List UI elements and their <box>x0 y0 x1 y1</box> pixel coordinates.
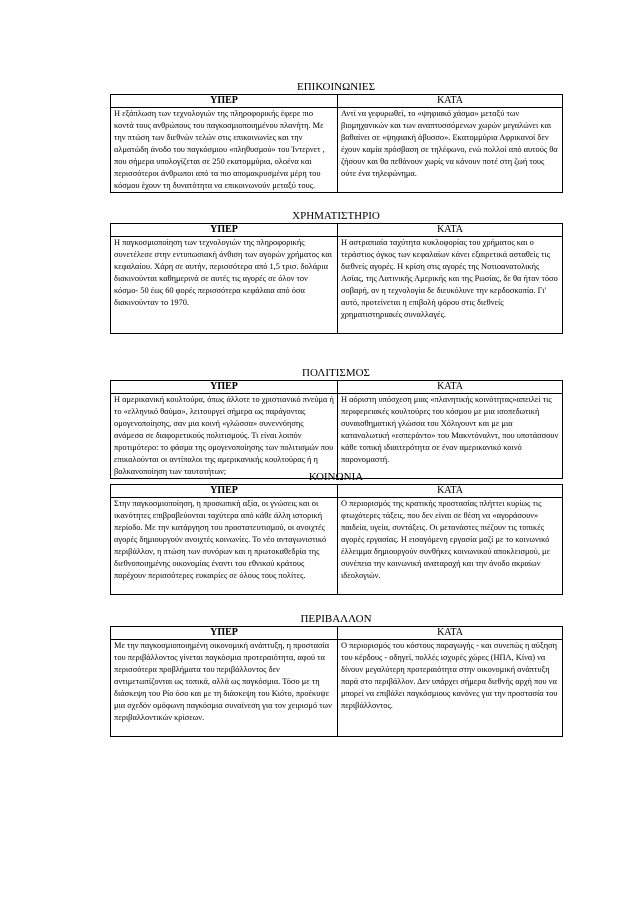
pros-header: ΥΠΕΡ <box>111 95 338 108</box>
pros-header: ΥΠΕΡ <box>111 627 338 640</box>
cons-header: ΚΑΤΑ <box>338 627 563 640</box>
pros-cons-table <box>110 626 563 737</box>
section-title: ΚΟΙΝΩΝΙΑ <box>308 471 364 483</box>
cons-text: Η αστραπιαία ταχύτητα κυκλοφορίας του χρήματος και ο τεράστιος όγκος των κεφαλαίων κάνει εξαιρετικά ασταθείς τις διεθνείς αγορές. Η κρίση στις αγορές της Νοτιοανατολικής Ασίας, της Λατινικής Αμερικής και της Ρωσίας, δε θα ήταν τόσο σοβαρή, αν η τεχνολογία δε διευκόλυνε την κερδοσκοπία. Γι' αυτό, προτείνεται η επιβολή φόρου στις διεθνείς χρηματιστηριακές συναλλαγές. <box>338 237 563 334</box>
section-communications <box>110 81 562 193</box>
cons-header: ΚΑΤΑ <box>338 381 563 394</box>
pros-cons-table <box>110 223 563 334</box>
cons-text: Ο περιορισμός της κρατικής προστασίας πλήττει κυρίως τις φτωχότερες τάξεις, που δεν είναι σε θέση να «αγοράσουν» παιδεία, υγεία, συντάξεις. Οι μετανάστες πιέζουν τις τοπικές αγορές εργασίας. Η εισαγόμενη εργασία μαζί με το κοινωνικό έλλειμμα δημιουργούν συνθήκες κοινωνικού αποκλεισμού, με συνέπεια την κοινωνική αναταραχή και την άνοδο ακραίων ιδεολογιών. <box>338 498 563 595</box>
cons-header: ΚΑΤΑ <box>338 224 563 237</box>
pros-text: Η αμερικανική κουλτούρα, όπως άλλοτε το χριστιανικό πνεύμα ή το «ελληνικό θαύμα», λειτουργεί σήμερα ως παράγοντας ομογενοποίησης, σαν μια κοινή «γλώσσα» συνεννόησης ανάμεσα σε διαφορετικούς πολιτισμούς. Τι είναι λοιπόν προτιμότερο: το φάσμα της ομογενοποίησης των πολιτισμών που επικαλούνται οι αντίπαλοι της αμερικανικής κουλτούρας ή η βαλκανοποίηση των ταυτοτήτων; <box>111 394 338 479</box>
pros-text: Η εξάπλωση των τεχνολογιών της πληροφορικής έφερε πιο κοντά τους ανθρώπους του παγκοσμιοποιημένου πλανήτη. Με την πτώση των διεθνών τελών στις επικοινωνίες και την αλματώδη άνοδο του παγκόσμιου «πληθυσμού» του Ίντερνετ , που σήμερα υπολογίζεται σε 250 εκατομμύρια, ολοένα και περισσότεροι άνθρωποι από τα πιο απομακρυσμένα μέρη του κόσμου έχουν τη δυνατότητα να επικοινωνούν μεταξύ τους. <box>111 108 338 193</box>
cons-text: Η αόριστη υπόσχεση μιας «πλανητικής κοινότητας»απειλεί τις περιφερειακές κουλτούρες του κόσμου με μια ισοπεδωτική συναισθηματική γλώσσα του Χόλιγουντ και με μια καταναλωτική «εσπεράντο» του Μακντόναλντ, που υποτάσσουν κάθε τοπική ιδιαιτερότητα σε έναν αμερικανικό κοινό παρονομαστή. <box>338 394 563 479</box>
pros-cons-table <box>110 484 563 595</box>
pros-cons-table <box>110 380 563 479</box>
section-stock-exchange <box>110 210 562 334</box>
section-title: ΠΕΡΙΒΑΛΛΟΝ <box>300 613 372 625</box>
pros-header: ΥΠΕΡ <box>111 381 338 394</box>
pros-text: Στην παγκοσμιοποίηση, η προσωπική αξία, οι γνώσεις και οι ικανότητες επιβραβεύονται ταχύτερα από κάθε άλλη ιστορική περίοδο. Με την κατάργηση του προστατευτισμού, οι ανοιχτές αγορές δημιουργούν ανοιχτές κοινωνίες. Το νέο ανταγωνιστικό περιβάλλον, η πτώση των συνόρων και η πρωτοκαθεδρία της διεθνοποιημένης οικονομίας έναντι του εθνικού κράτους παρέχουν περισσότερες ευκαιρίες σε όλους τους πολίτες. <box>111 498 338 595</box>
section-title: ΧΡΗΜΑΤΙΣΤΗΡΙΟ <box>292 210 380 222</box>
pros-header: ΥΠΕΡ <box>111 224 338 237</box>
pros-text: Η παγκοσμιοποίηση των τεχνολογιών της πληροφορικής συνετέλεσε στην εντυπωσιακή άνθιση των αγορών χρήματος και κεφαλαίου. Χάρη σε αυτήν, περισσότερα από 1,5 τρισ. δολάρια διακινούνται καθημερινά σε αυτές τις αγορές σε όλον τον κόσμο- 50 έως 60 φορές περισσότερα κεφάλαια από όσα διακινούνταν το 1970. <box>111 237 338 334</box>
pros-header: ΥΠΕΡ <box>111 485 338 498</box>
pros-cons-table <box>110 94 563 193</box>
section-environment <box>110 613 562 737</box>
pros-text: Με την παγκοσμιοποιημένη οικονομική ανάπτυξη, η προστασία του περιβάλλοντος γίνεται παγκόσμια προτεραιότητα, αφού τα περισσότερα προβλήματα του περιβάλλοντος δεν αντιμετωπίζονται ως τοπικά, αλλά ως παγκόσμια. Τόσο με τη διάσκεψη του Ρίο όσο και με τη διάσκεψη του Κιότο, προέκυψε μια σχεδόν ομόφωνη παγκόσμια συναίνεση για τον χειρισμό των περιβαλλοντικών κρίσεων. <box>111 640 338 737</box>
cons-header: ΚΑΤΑ <box>338 95 563 108</box>
cons-text: Αντί να γεφυρωθεί, το «ψηφιακό χάσμα» μεταξύ των βιομηχανικών και των αναπτυσσόμενων χωρών μεγαλώνει και βαθαίνει σε «ψηφιακή άβυσσο». Εκατομμύρια Αφρικανοί δεν έχουν καμία πρόσβαση σε τηλέφωνο, ενώ πολλοί από αυτούς θα ζήσουν και θα πεθάνουν χωρίς να κάνουν ποτέ στη ζωή τους ούτε ένα τηλεφώνημα. <box>338 108 563 193</box>
cons-text: Ο περιορισμός του κόστους παραγωγής - και συνεπώς η αύξηση του κέρδους - οδηγεί, πολλές ισχυρές χώρες (ΗΠΑ, Κίνα) να δίνουν μεγαλύτερη προτεραιότητα στην οικονομική ανάπτυξη παρά στο περιβάλλον. Δεν υπάρχει σήμερα διεθνής αρχή που να μπορεί να επιβάλει παγκόσμιους κανόνες για την προστασία του περιβάλλοντος. <box>338 640 563 737</box>
section-title: ΕΠΙΚΟΙΝΩΝΙΕΣ <box>297 81 375 93</box>
section-title: ΠΟΛΙΤΙΣΜΟΣ <box>302 367 370 379</box>
section-culture <box>110 367 562 479</box>
section-society <box>110 471 562 595</box>
cons-header: ΚΑΤΑ <box>338 485 563 498</box>
